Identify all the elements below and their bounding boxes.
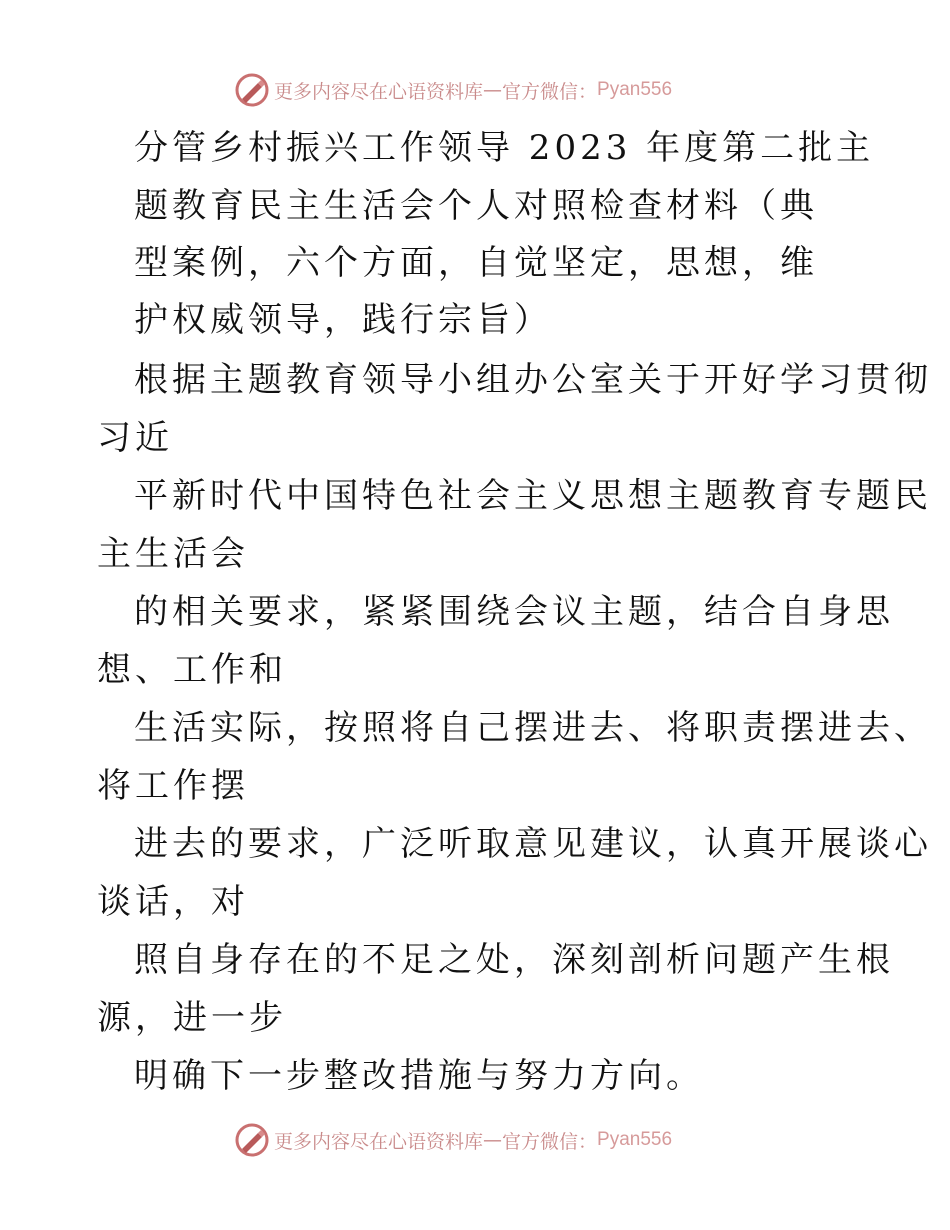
body-line-10: 谈话，对 xyxy=(97,882,249,922)
pen-seal-icon xyxy=(234,72,270,108)
watermark-suffix-label: 官方微信： xyxy=(502,1130,598,1153)
watermark-wechat-id: Pyan556 xyxy=(597,79,673,100)
title-line-1: 分管乡村振兴工作领导 2023 年度第二批主 xyxy=(134,128,875,168)
body-line-11: 照自身存在的不足之处，深刻剖析问题产生根 xyxy=(134,940,894,980)
watermark-logo-text: 更多内容尽在心语资料库 xyxy=(274,1130,484,1153)
body-line-9: 进去的要求，广泛听取意见建议，认真开展谈心 xyxy=(134,824,932,864)
watermark-wechat-id: Pyan556 xyxy=(597,1129,673,1150)
watermark-logo-text: 更多内容尽在心语资料库 xyxy=(274,80,484,103)
footer-watermark xyxy=(234,1120,754,1160)
header-watermark xyxy=(234,70,754,110)
body-line-13: 明确下一步整改措施与努力方向。 xyxy=(134,1056,704,1096)
body-line-4: 主生活会 xyxy=(97,534,249,574)
body-line-3: 平新时代中国特色社会主义思想主题教育专题民 xyxy=(134,476,932,516)
watermark-separator: — xyxy=(483,79,503,101)
watermark-suffix-label: 官方微信： xyxy=(502,80,598,103)
watermark-separator: — xyxy=(483,1129,503,1151)
body-line-8: 将工作摆 xyxy=(97,766,249,806)
body-line-5: 的相关要求，紧紧围绕会议主题，结合自身思 xyxy=(134,592,894,632)
body-line-12: 源，进一步 xyxy=(97,998,287,1038)
body-line-6: 想、工作和 xyxy=(97,650,287,690)
body-line-1: 根据主题教育领导小组办公室关于开好学习贯彻 xyxy=(134,360,932,400)
title-line-2: 题教育民主生活会个人对照检查材料（典 xyxy=(134,186,818,226)
pen-seal-icon xyxy=(234,1122,270,1158)
title-line-4: 护权威领导，践行宗旨） xyxy=(134,300,552,340)
title-line-3: 型案例，六个方面，自觉坚定，思想，维 xyxy=(134,243,818,283)
body-line-7: 生活实际，按照将自己摆进去、将职责摆进去、 xyxy=(134,708,932,748)
body-line-2: 习近 xyxy=(97,418,173,458)
